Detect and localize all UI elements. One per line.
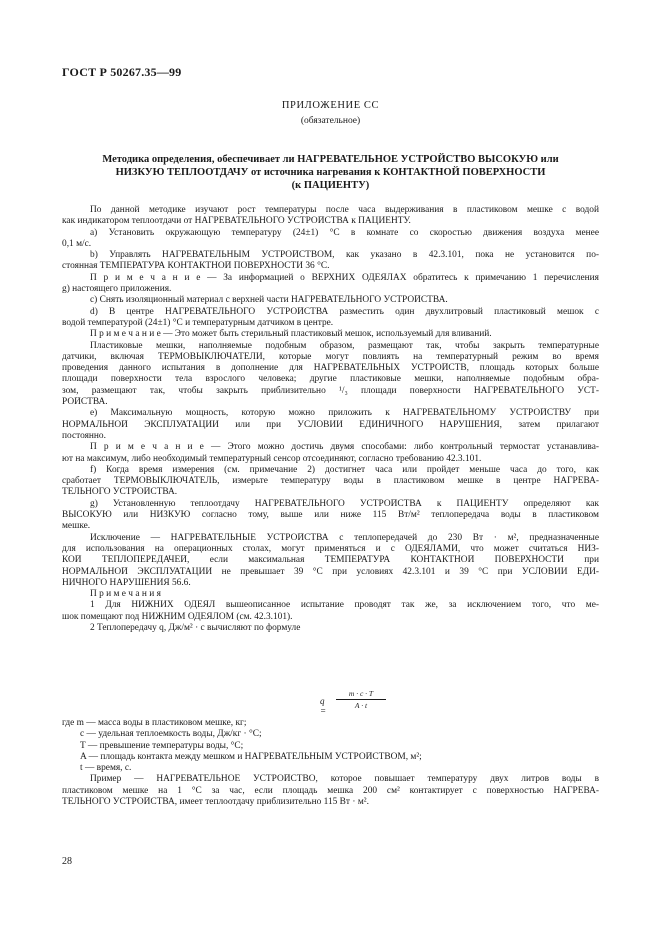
method-title xyxy=(70,153,591,192)
body-text xyxy=(62,205,599,634)
note-line: g) настоящего приложения. xyxy=(62,284,172,295)
document-header: ГОСТ Р 50267.35—99 xyxy=(62,65,182,79)
text-line: мешке. xyxy=(62,521,91,532)
text-line: ВЫСОКУЮ или НИЗКУЮ согласно тому, выше или ниже 115 Вт/м² теплопередача воды в пластиковом xyxy=(62,510,599,521)
text-line: для использования на операционных столах, могут применяться и с ОДЕЯЛАМИ, что может считаться НИЗ- xyxy=(62,543,599,554)
text-line: ТЕЛЬНОГО УСТРОЙСТВА. xyxy=(62,487,178,498)
note-line: 1 Для НИЖНИХ ОДЕЯЛ вышеописанное испытание проводят так же, за исключением того, что ме- xyxy=(90,600,599,611)
appendix-subtitle: (обязательное) xyxy=(300,116,361,126)
note-line: 2 Теплопередачу q, Дж/м² · с вычисляют по формуле xyxy=(90,622,301,633)
formula-numerator: m · c · T xyxy=(348,689,374,698)
text-line: НОРМАЛЬНОЙ ЭКСПЛУАТАЦИИ или при УСЛОВИИ ЕДИНИЧНОГО НАРУШЕНИЯ, затем прилагают xyxy=(62,419,599,430)
text-line: стоянная ТЕМПЕРАТУРА КОНТАКТНОЙ ПОВЕРХНОСТИ 36 °С. xyxy=(62,261,330,272)
text-line: e) Максимальную мощность, которую можно приложить к НАГРЕВАТЕЛЬНОМУ УСТРОЙСТВУ при xyxy=(90,408,599,419)
fraction-bar xyxy=(336,699,386,700)
text-line: проведения данного испытания в дополнение для НАГРЕВАТЕЛЬНЫХ УСТРОЙСТВ, площадь которых больше xyxy=(62,363,599,374)
text-line: НИЧНОГО НАРУШЕНИЯ 56.6. xyxy=(62,577,191,588)
text-line: d) В центре НАГРЕВАТЕЛЬНОГО УСТРОЙСТВА разместить один двухлитровый пластиковый мешок с xyxy=(90,306,599,317)
notes-heading: П р и м е ч а н и я xyxy=(90,589,161,600)
text-line: Исключение — НАГРЕВАТЕЛЬНЫЕ УСТРОЙСТВА с теплопередачей до 230 Вт · м², предназначенные xyxy=(90,532,599,543)
legend-line: где m — масса воды в пластиковом мешке, кг; xyxy=(62,718,247,728)
title-line: (к ПАЦИЕНТУ) xyxy=(291,180,370,191)
text-line: сработает ТЕРМОВЫКЛЮЧАТЕЛЬ, измерьте температуру воды в пластиковом мешке в центре НАГРЕВА- xyxy=(62,476,599,487)
text-line: f) Когда время измерения (см. примечание 2) достигнет часа или пройдет меньше часа до того, как xyxy=(90,464,599,475)
example-line: пластиковом мешке на 1 °С за час, если площадь мешка 200 см² контактирует с поверхностью НАГРЕВА- xyxy=(62,785,599,796)
appendix-title: ПРИЛОЖЕНИЕ СС xyxy=(281,100,380,111)
legend-line: T — превышение температуры воды, °С; xyxy=(80,740,244,751)
legend-line: A — площадь контакта между мешком и НАГРЕВАТЕЛЬНЫМ УСТРОЙСТВОМ, м²; xyxy=(80,751,422,762)
text-line: НОРМАЛЬНОЙ ЭКСПЛУАТАЦИИ не превышает 39 °С при условиях 42.3.101 и 39 °С при УСЛОВИИ ЕДИ- xyxy=(62,566,599,577)
example-line: Пример — НАГРЕВАТЕЛЬНОЕ УСТРОЙСТВО, которое повышает температуру двух литров воды в xyxy=(90,774,599,785)
note-line: П р и м е ч а н и е — Это может быть стерильный пластиковый мешок, используемый для вливаний. xyxy=(90,329,492,340)
legend-line: c — удельная теплоемкость воды, Дж/кг · °С; xyxy=(80,729,262,740)
page-number: 28 xyxy=(62,856,72,867)
text-line: датчики, включая ТЕРМОВЫКЛЮЧАТЕЛИ, которые могут повлиять на температурный режим во время xyxy=(62,351,599,362)
text-line: a) Установить окружающую температуру (24±1) °С в комнате со скоростью движения воздуха менее xyxy=(90,227,599,238)
text-line: водой температурой (24±1) °С и температурным датчиком в центре. xyxy=(62,317,334,328)
text-line: c) Снять изоляционный материал с верхней части НАГРЕВАТЕЛЬНОГО УСТРОЙСТВА. xyxy=(90,295,448,306)
text-line: постоянно. xyxy=(62,430,106,441)
formula-denominator: A · t xyxy=(354,701,368,710)
text-line: Пластиковые мешки, наполняемые подобным образом, размещают так, чтобы закрыть температурные xyxy=(90,340,599,351)
text-line: КОЙ ТЕПЛОПЕРЕДАЧЕЙ, если максимальная ТЕМПЕРАТУРА КОНТАКТНОЙ ПОВЕРХНОСТИ при xyxy=(62,555,599,566)
example-line: ТЕЛЬНОГО УСТРОЙСТВА, имеет теплоотдачу приблизительно 115 Вт · м². xyxy=(62,797,369,808)
text-line: По данной методике изучают рост температуры после часа выдерживания в пластиковом мешке с водой xyxy=(90,205,599,215)
legend-line: t — время, с. xyxy=(80,763,132,774)
text-line: как индикатором теплоотдачи от НАГРЕВАТЕЛЬНОГО УСТРОЙСТВА к ПАЦИЕНТУ. xyxy=(62,216,411,227)
text-line: РОЙСТВА. xyxy=(62,397,108,408)
text-line: g) Установленную теплоотдачу НАГРЕВАТЕЛЬНОГО УСТРОЙСТВА к ПАЦИЕНТУ определяют как xyxy=(90,498,599,509)
formula-legend xyxy=(62,718,599,808)
formula-lhs: q = xyxy=(320,696,327,716)
title-line: НИЗКУЮ ТЕПЛООТДАЧУ от источника нагревания к КОНТАКТНОЙ ПОВЕРХНОСТИ xyxy=(115,167,546,178)
text-line: b) Управлять НАГРЕВАТЕЛЬНЫМ УСТРОЙСТВОМ, как указано в 42.3.101, пока не установится по- xyxy=(90,250,599,261)
text-line: 0,1 м/с. xyxy=(62,238,92,249)
note-line: П р и м е ч а н и е — За информацией о ВЕРХНИХ ОДЕЯЛАХ обратитесь к примечанию 1 перечисления xyxy=(90,272,599,283)
note-line: шок помещают под НИЖНИМ ОДЕЯЛОМ (см. 42.3.101). xyxy=(62,611,293,622)
title-line: Методика определения, обеспечивает ли НАГРЕВАТЕЛЬНОЕ УСТРОЙСТВО ВЫСОКУЮ или xyxy=(102,154,559,165)
note-line: ют на максимум, либо необходимый температурный сенсор отсоединяют, согласно требованию 42.3.101. xyxy=(62,453,482,464)
text-line: площади поверхности тела взрослого человека; другие пластиковые мешки, наполняемые подобным обра- xyxy=(62,374,599,385)
formula-fraction xyxy=(336,689,386,710)
note-line: П р и м е ч а н и е — Этого можно достичь двумя способами: либо контрольный термостат устанавлива- xyxy=(90,442,599,453)
text-line: зом, размещают так, чтобы закрыть приблизительно ¹/₃ площади поверхности НАГРЕВАТЕЛЬНОГО УСТ- xyxy=(62,385,599,396)
